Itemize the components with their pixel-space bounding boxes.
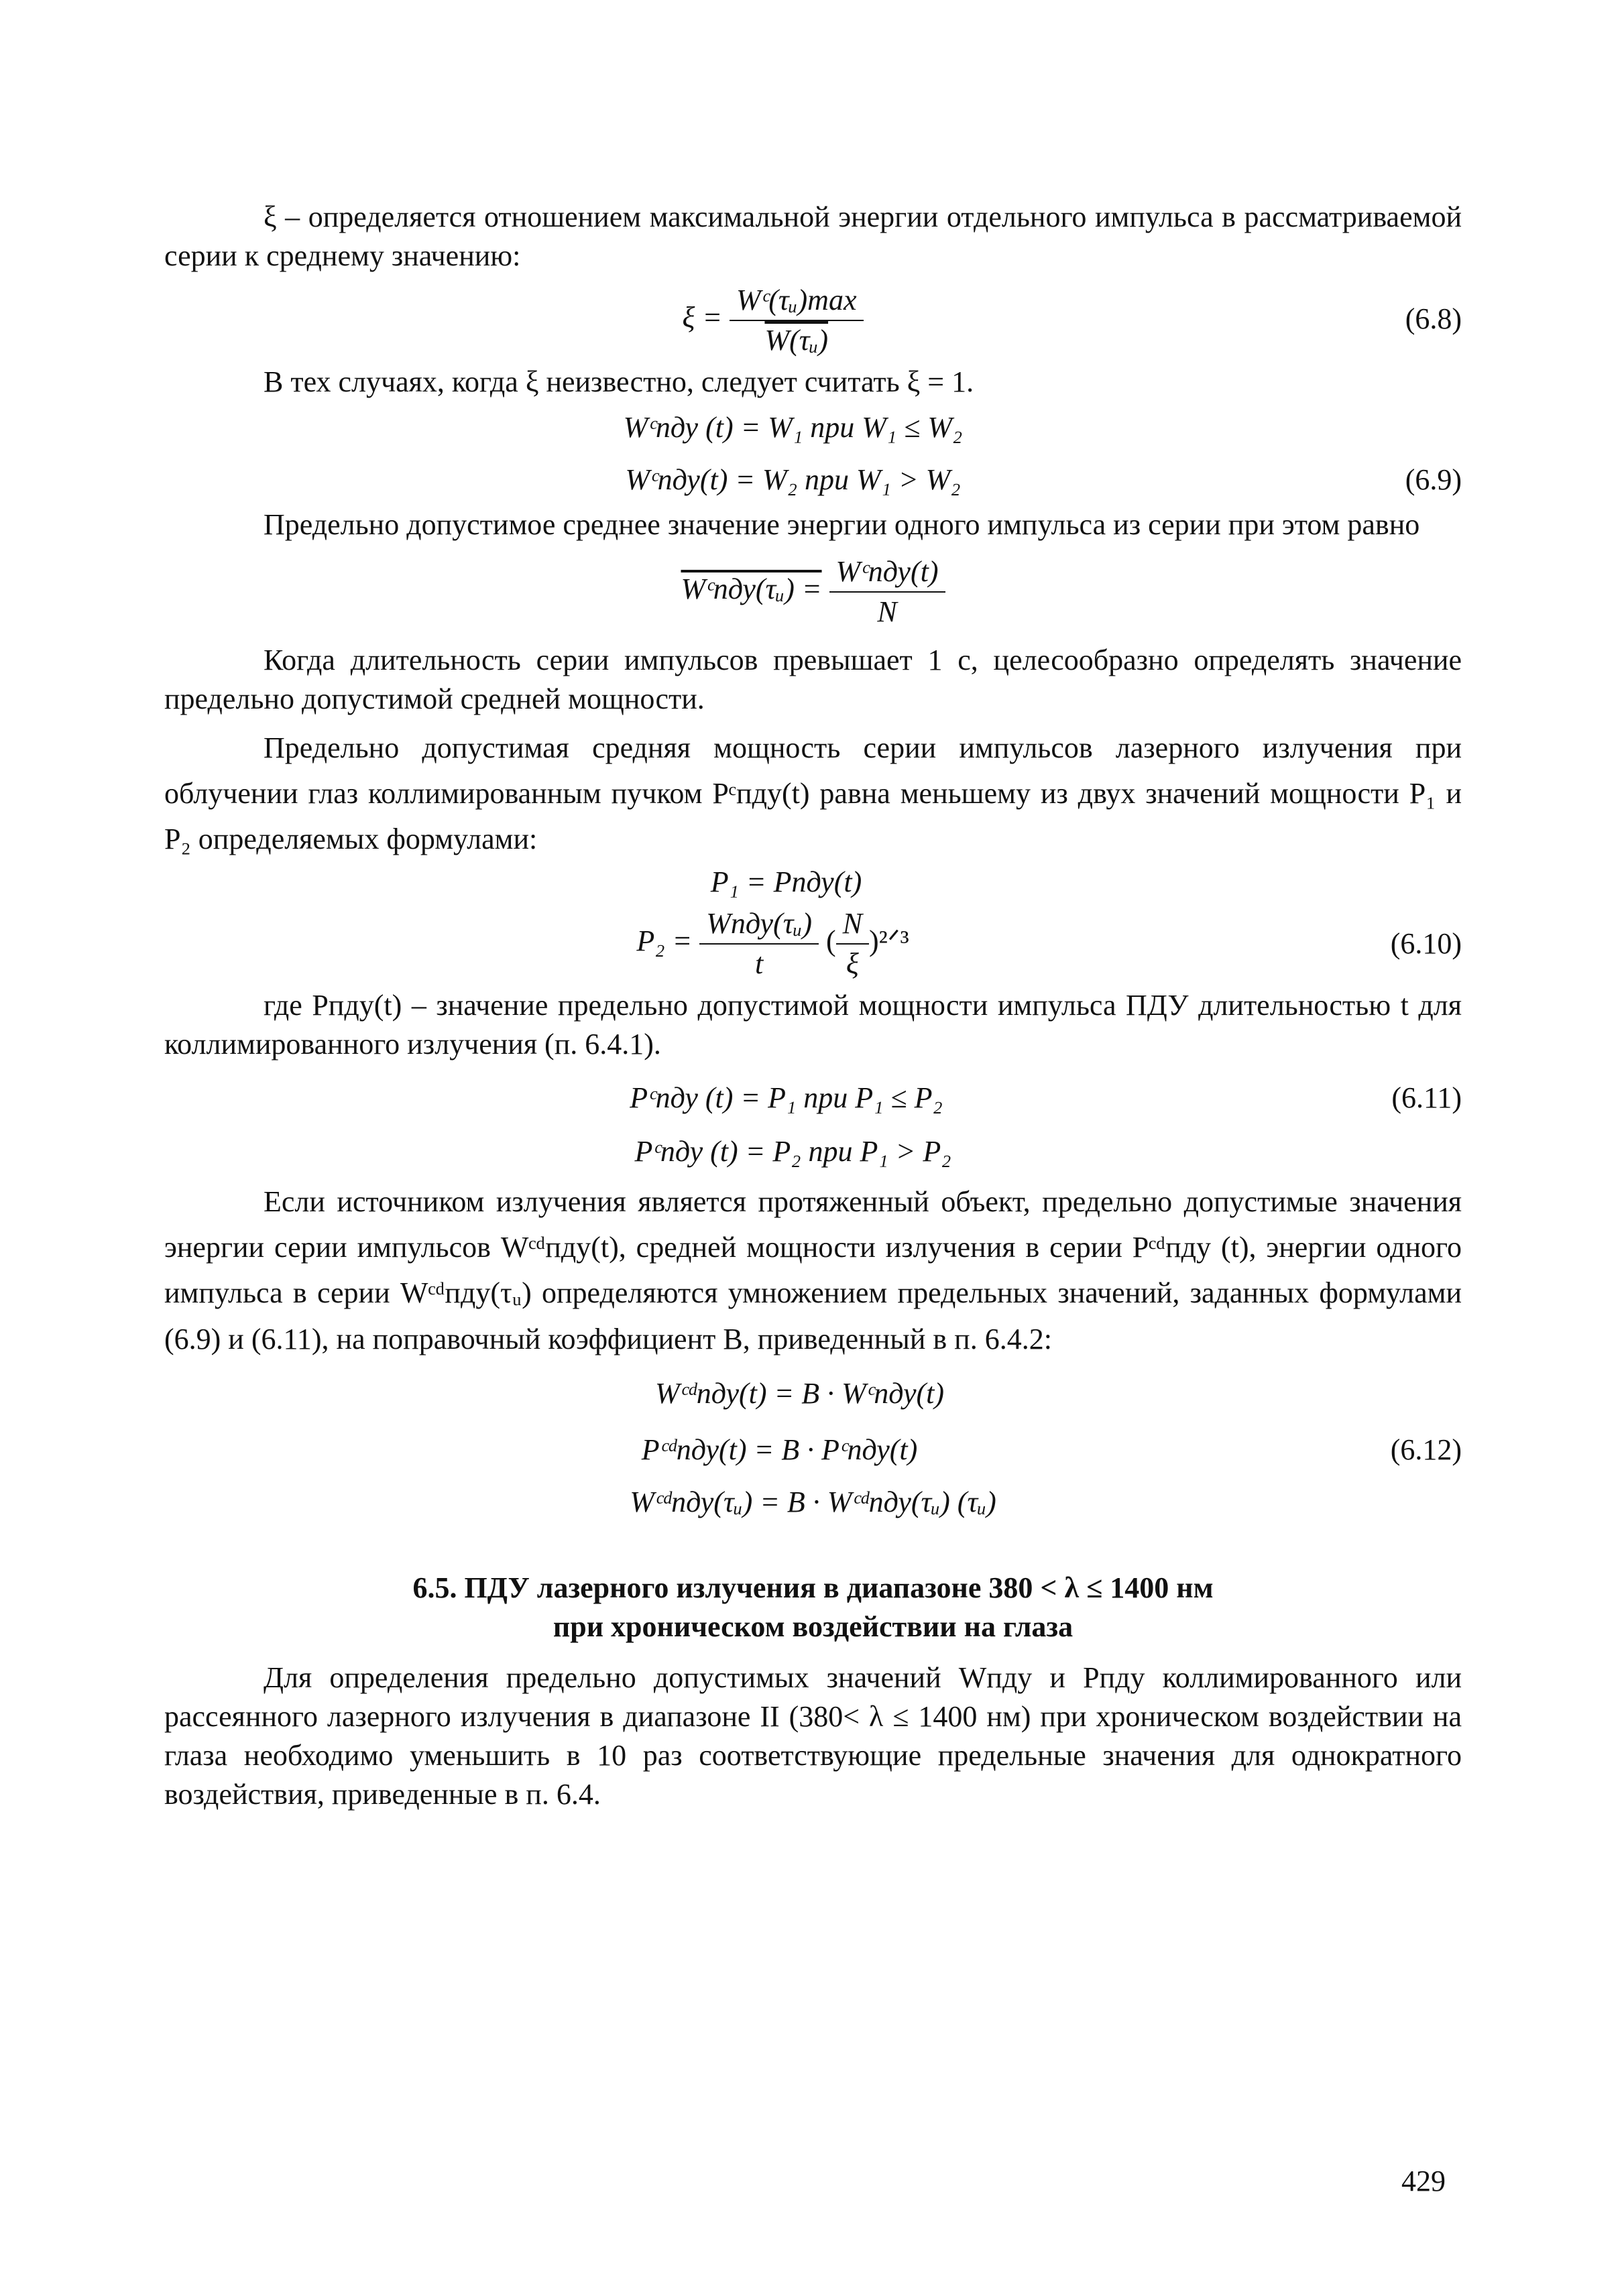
mean-energy-paragraph: Предельно допустимое среднее значение энергии одного импульса из серии при этом равно — [264, 507, 1420, 541]
eq69b-text: Wᶜпду(t) = W₂ при W₁ > W₂ — [625, 463, 961, 497]
eq68-denominator: W(τᵤ) — [764, 324, 829, 357]
eq68-lhs: ξ = — [682, 301, 723, 335]
xi-unknown-paragraph: В тех случаях, когда ξ неизвестно, следует считать ξ = 1. — [264, 365, 974, 399]
eq612a-text: Wᶜᵈпду(t) = B · Wᶜпду(t) — [654, 1376, 945, 1410]
section-heading-line1: 6.5. ПДУ лазерного излучения в диапазоне 380 < λ ≤ 1400 нм — [412, 1571, 1214, 1605]
equation-6-11a — [164, 1079, 1462, 1117]
equation-6-12a — [151, 1374, 1448, 1413]
where-paragraph: где Pпду(t) – значение предельно допустимой мощности импульса ПДУ длительностью t для коллимированного излучения (п. 6.4.1). — [164, 988, 1462, 1061]
equation-6-12c — [164, 1483, 1462, 1522]
eq610-number: (6.10) — [1390, 926, 1462, 960]
eq68-numerator: Wᶜ(τᵤ)max — [730, 281, 863, 321]
eq612-number: (6.12) — [1390, 1433, 1462, 1466]
eq611a-text: Pᶜпду (t) = P₁ при P₁ ≤ P₂ — [630, 1081, 943, 1114]
eq611-number: (6.11) — [1391, 1081, 1462, 1114]
equation-6-8 — [164, 281, 1462, 360]
equation-6-9b — [164, 461, 1462, 499]
long-series-paragraph: Когда длительность серии импульсов превышает 1 с, целесообразно определять значение предельно допустимой средней мощности. — [164, 643, 1462, 715]
mean-power-paragraph: Предельно допустимая средняя мощность серии импульсов лазерного излучения при облучении глаз коллимированным пучком Pᶜпду(t) равна меньшему из двух значений мощности P₁ и P₂ определяемых формулами: — [164, 731, 1462, 856]
eq-mean-lhs: Wᶜпду(τᵤ) = — [681, 572, 822, 605]
eq-mean-denominator: N — [877, 595, 897, 628]
section-heading-line2: при хроническом воздействии на глаза — [553, 1610, 1074, 1644]
eq610a-text: P₁ = Pпду(t) — [710, 865, 862, 898]
page-number: 429 — [1401, 2165, 1446, 2197]
equation-mean-energy — [164, 552, 1462, 631]
eq610b-lhs: P₂ = — [636, 924, 693, 957]
eq68-fraction — [730, 281, 863, 360]
xi-definition-paragraph: ξ – определяется отношением максимальной энергии отдельного импульса в рассматриваемой серии к среднему значению: — [164, 200, 1462, 273]
equation-6-12b — [164, 1431, 1462, 1469]
eq69a-text: Wᶜпду (t) = W₁ при W₁ ≤ W₂ — [623, 411, 963, 444]
extended-source-paragraph: Если источником излучения является протяженный объект, предельно допустимые значения энергии серии импульсов Wᶜᵈпду(t), средней мощности излучения в серии Pᶜᵈпду (t), энергии одного импульса в серии Wᶜᵈпду(τᵤ) определяются умножением предельных значений, заданных формулами (6.9) и (6.11), на поправочный коэффициент B, приведенный в п. 6.4.2: — [164, 1185, 1462, 1355]
eq612b-text: Pᶜᵈпду(t) = B · Pᶜпду(t) — [641, 1433, 918, 1466]
eq-mean-numerator: Wᶜпду(t) — [829, 552, 945, 593]
eq610b-numerator: Wпду(τᵤ) — [699, 904, 819, 945]
eq610b-fraction2 — [836, 904, 869, 983]
equation-6-9a — [144, 408, 1442, 447]
eq610b-numerator2: N — [836, 904, 869, 945]
section-6-5-heading — [164, 1569, 1462, 1646]
eq610b-tail: )²ᐟ³ — [869, 924, 909, 957]
eq611b-text: Pᶜпду (t) = P₂ при P₁ > P₂ — [634, 1134, 951, 1168]
eq610b-paren: ( — [826, 924, 836, 957]
eq610b-denominator2: ξ — [846, 947, 859, 980]
equation-6-10b — [164, 904, 1462, 983]
eq612c-text: Wᶜᵈпду(τᵤ) = B · Wᶜᵈпду(τᵤ) (τᵤ) — [630, 1485, 996, 1518]
eq610b-fraction — [699, 904, 819, 983]
body-text — [164, 198, 1462, 1815]
eq-mean-fraction — [829, 552, 945, 631]
equation-6-10a — [137, 863, 1435, 902]
eq69-number: (6.9) — [1405, 463, 1462, 497]
equation-6-11b — [144, 1132, 1442, 1171]
eq610b-denominator: t — [754, 947, 764, 980]
chronic-exposure-paragraph: Для определения предельно допустимых значений Wпду и Pпду коллимированного или рассеянного лазерного излучения в диапазоне II (380< λ ≤ 1400 нм) при хроническом воздействии на глаза необходимо уменьшить в 10 раз соответствующие предельные значения для однократного воздействия, приведенные в п. 6.4. — [164, 1661, 1462, 1811]
eq68-number: (6.8) — [1405, 302, 1462, 336]
